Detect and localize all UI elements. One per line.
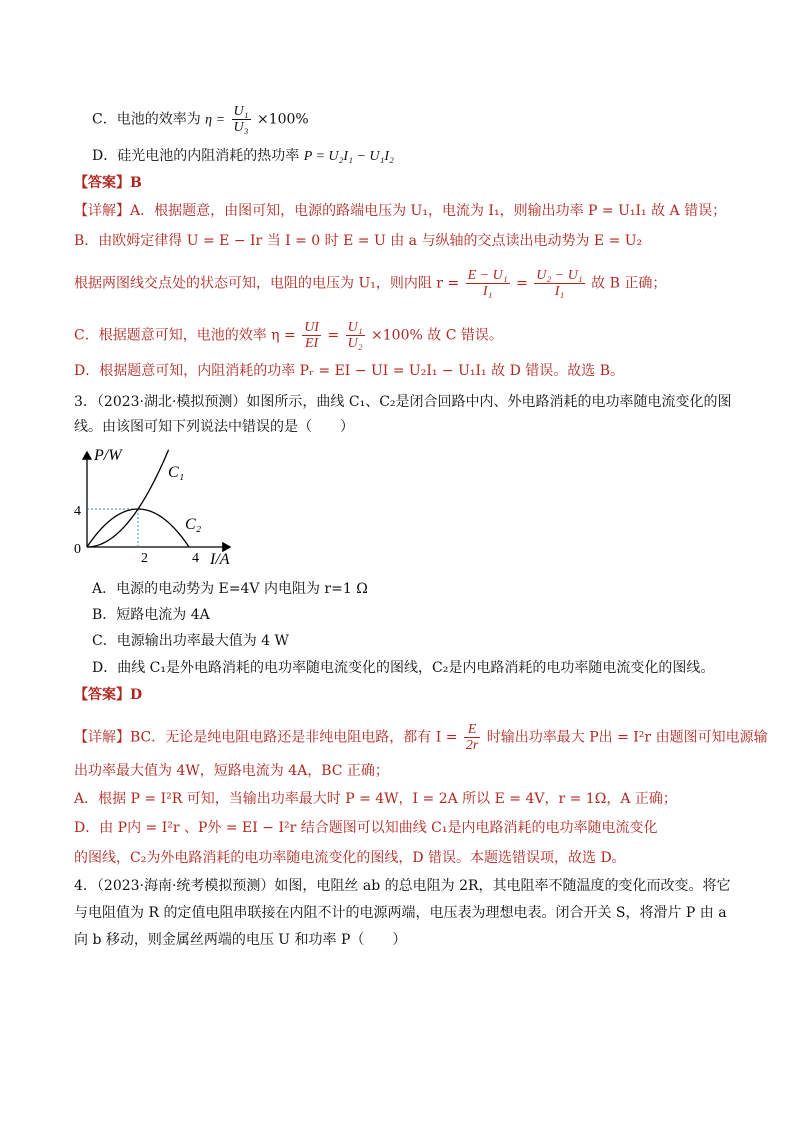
q3-detail-a: A．根据 P = I²R 可知，当输出功率最大时 P = 4W，I = 2A 所以 E = 4V，r = 1Ω，A 正确；: [74, 791, 677, 807]
q3-stem-2: 线。由该图可知下列说法中错误的是（ ）: [74, 419, 354, 435]
q3-option-d: D．曲线 C₁是外电路消耗的电功率随电流变化的图线，C₂是内电路消耗的电功率随电流变化的图线。: [92, 660, 715, 676]
answer-2: 【答案】D: [74, 687, 143, 703]
fraction-numerator: U₂ − U₁: [536, 268, 583, 283]
q3-detail-d-2: 的图线，C₂为外电路消耗的电功率随电流变化的图线，D 错误。本题选错误项，故选 D。: [74, 850, 626, 866]
detail-1-d: D．根据题意可知，内阻消耗的功率 Pᵣ = EI − UI = U₂I₁ − U₁I₁ 故 D 错误。故选 B。: [74, 363, 624, 379]
q3-option-b: B．短路电流为 4A: [92, 607, 210, 623]
detail-1-b2-post: 故 B 正确；: [591, 275, 667, 292]
detail-1-c: [74, 320, 503, 351]
option-c-top: [92, 104, 309, 135]
percent-suffix: ×100%: [256, 111, 309, 128]
fraction-numerator: UI: [304, 320, 319, 335]
fraction-denominator: U₃: [233, 120, 249, 135]
q3-detail-bc-post: 时输出功率最大 P出 = I²r 由题图可知电源输: [486, 729, 768, 746]
curve-c1-label: C₁: [168, 464, 185, 481]
x-tick-2: 2: [141, 551, 148, 566]
option-d-formula: P = U₂I₁ − U₁I₂: [303, 149, 394, 164]
q3-detail-d-1: D．由 P内 = I²r 、P外 = EI − I²r 结合题图可以知曲线 C₁是内电路消耗的电功率随电流变化: [74, 820, 658, 836]
q3-stem-1: 3．（2023·湖北·模拟预测）如图所示，曲线 C₁、C₂是闭合回路中内、外电路消耗的电功率随电流变化的图: [74, 394, 732, 410]
efficiency-fraction-1: [302, 320, 321, 351]
q3-option-c: C．电源输出功率最大值为 4 W: [92, 633, 289, 649]
efficiency-fraction: [232, 104, 251, 135]
equals-sign: =: [327, 327, 340, 344]
option-d-top: [92, 147, 394, 166]
fraction-denominator: 2r: [465, 738, 479, 753]
detail-1-c-pre: C．根据题意可知，电池的效率 η =: [74, 327, 296, 344]
option-c-label: C．电池的效率为: [92, 111, 201, 128]
origin-label: 0: [74, 542, 81, 557]
resistance-fraction-2: [534, 268, 584, 299]
y-axis-label: P/W: [94, 447, 122, 464]
fraction-denominator: I₁: [554, 284, 565, 299]
q3-detail-bc-pre: BC．无论是纯电阻电路还是非纯电阻电路，都有 I =: [130, 729, 458, 746]
detail-1-b2: [74, 268, 666, 299]
fraction-numerator: U₁: [347, 320, 363, 335]
curve-c2-label: C₂: [185, 516, 202, 533]
fraction-denominator: I₁: [482, 284, 493, 299]
detail-1-b: B．由欧姆定律得 U = E − Ir 当 I = 0 时 E = U 由 a 与纵轴的交点读出电动势为 E = U₂: [74, 233, 643, 249]
detail-1-c-post: ×100% 故 C 错误。: [371, 327, 503, 344]
q3-option-a: A．电源的电动势为 E=4V 内电阻为 r=1 Ω: [92, 581, 368, 597]
curve-c1: [87, 450, 169, 547]
fraction-denominator: U₂: [347, 336, 363, 351]
x-axis-label: I/A: [210, 551, 230, 568]
fraction-numerator: U₁: [233, 104, 249, 119]
answer-1: 【答案】B: [74, 175, 142, 191]
q4-line-3: 向 b 移动，则金属丝两端的电压 U 和功率 P（ ）: [74, 932, 407, 948]
detail-1-a-text: A．根据题意，由图可知，电源的路端电压为 U₁，电流为 I₁，则输出功率 P = U₁I₁ 故 A 错误；: [130, 203, 727, 219]
efficiency-fraction-2: [346, 320, 365, 351]
q3-detail-bc: [74, 722, 768, 753]
max-power-current-fraction: [464, 722, 480, 753]
power-current-graph: [70, 440, 250, 570]
fraction-denominator: EI: [304, 336, 319, 351]
detail-1-a: [74, 202, 726, 220]
x-tick-4: 4: [192, 551, 199, 566]
q3-detail-bc-2: 出功率最大值为 4W，短路电流为 4A，BC 正确；: [74, 763, 389, 779]
resistance-fraction-1: [466, 268, 510, 299]
y-tick-4: 4: [74, 504, 81, 519]
q4-line-2: 与电阻值为 R 的定值电阻串联接在内阻不计的电源两端，电压表为理想电表。闭合开关 S，将滑片 P 由 a: [74, 905, 727, 921]
q4-line-1: 4．（2023·海南·统考模拟预测）如图，电阻丝 ab 的总电阻为 2R，其电阻率不随温度的变化而改变。将它: [74, 878, 731, 894]
option-d-label: D．硅光电池的内阻消耗的热功率: [92, 148, 300, 164]
detail-head: 【详解】: [74, 203, 130, 219]
eta-symbol: η =: [205, 112, 226, 128]
equals-sign: =: [516, 275, 528, 292]
detail-1-b2-pre: 根据两图线交点处的状态可知，电阻的电压为 U₁，则内阻 r =: [74, 275, 460, 292]
fraction-numerator: E − U₁: [467, 268, 508, 283]
detail-head: 【详解】: [74, 729, 130, 746]
fraction-numerator: E: [464, 722, 480, 738]
